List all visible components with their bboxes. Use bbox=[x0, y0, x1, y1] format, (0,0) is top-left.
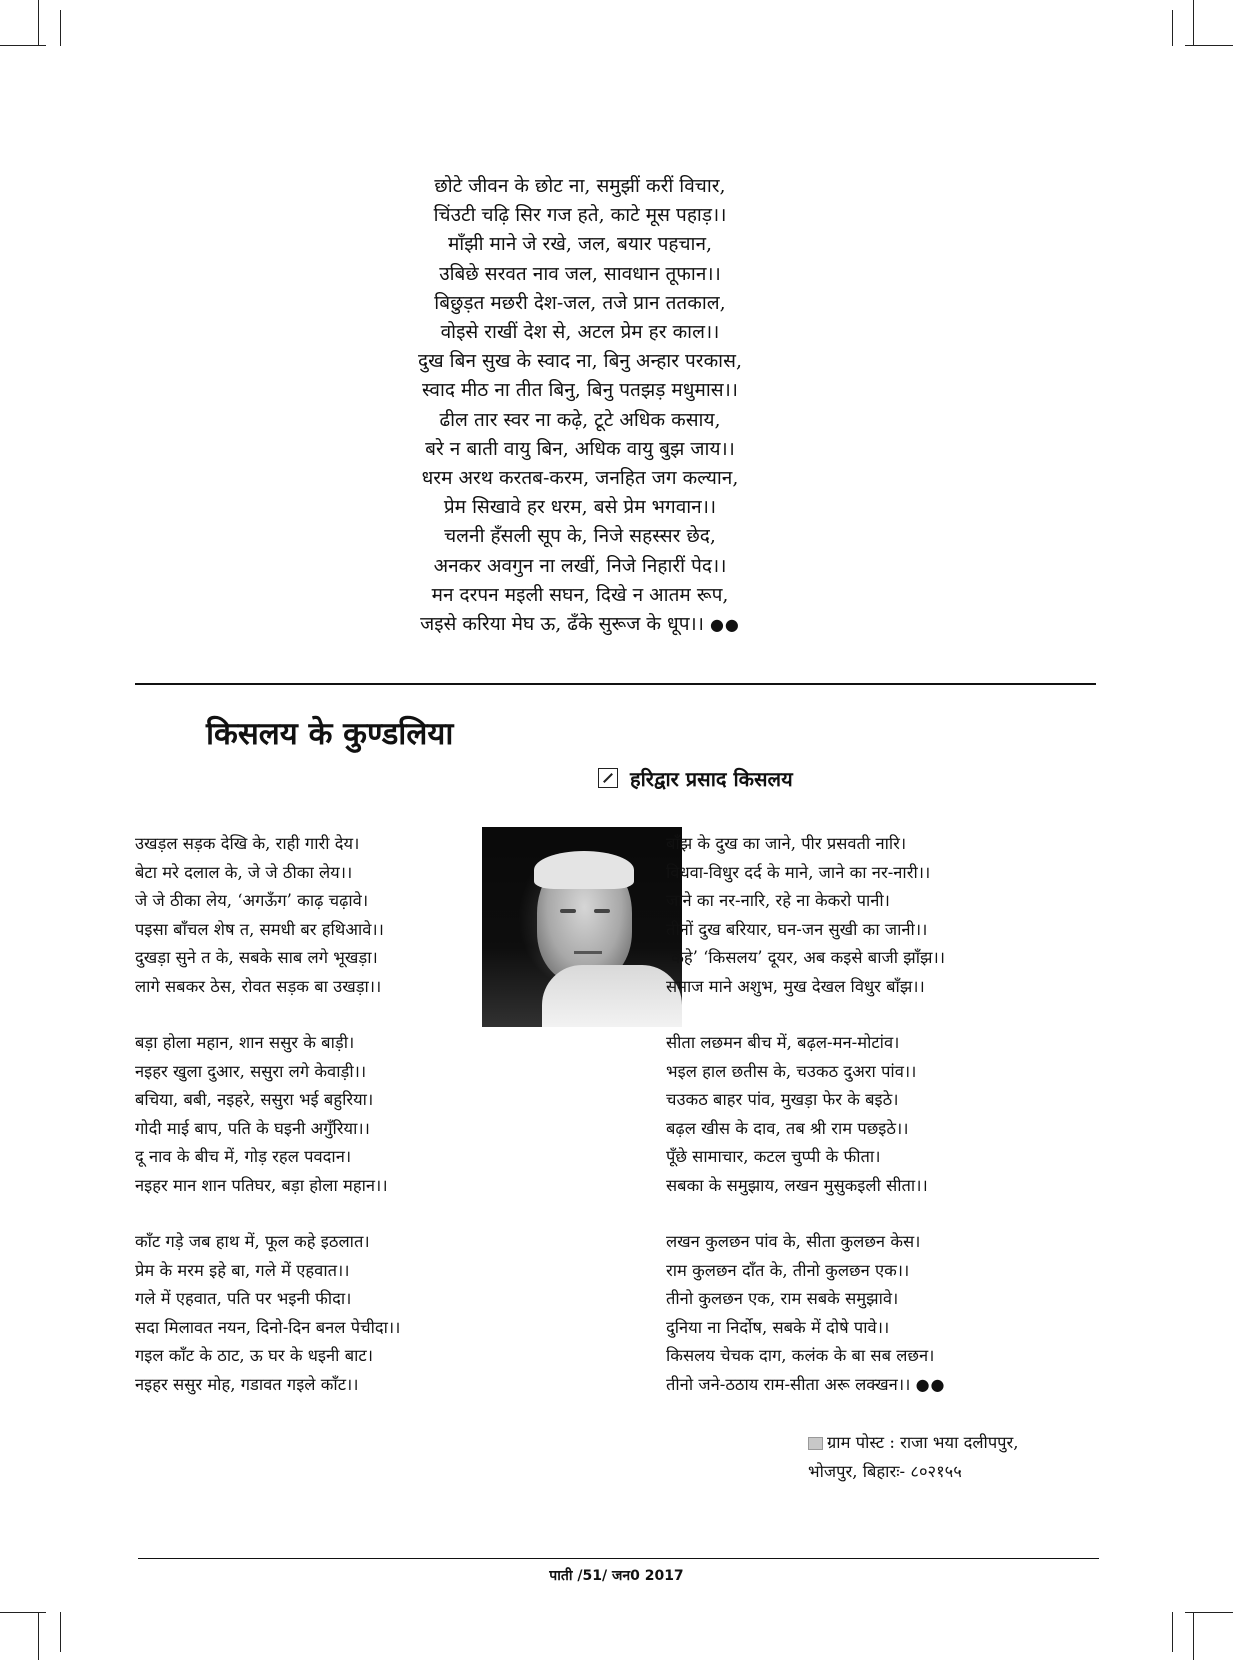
verse-line: तीनो कुलछन एक, राम सबके समुझावे। bbox=[666, 1289, 899, 1308]
verse-line: गले में एहवात, पति पर भइनी फीदा। bbox=[135, 1289, 352, 1308]
verse-line: गइल काँट के ठाट, ऊ घर के धइनी बाट। bbox=[135, 1346, 373, 1365]
photo-eye bbox=[594, 909, 610, 913]
verse-line: गोदी माई बाप, पति के घइनी अगुँरिया।। bbox=[135, 1118, 370, 1138]
stanza bbox=[666, 1228, 946, 1399]
photo-mouth bbox=[574, 951, 602, 954]
poem-line: वोइसे राखीं देश से, अटल प्रेम हर काल।। bbox=[440, 321, 720, 344]
verse-line: जे जे ठीका लेय, ‘अगऊँग’ काढ़ चढ़ावे। bbox=[135, 891, 369, 910]
verse-line: समाज माने अशुभ, मुख देखल विधुर बाँझ।। bbox=[666, 976, 925, 996]
crop-mark bbox=[1193, 1612, 1194, 1660]
byline bbox=[598, 763, 793, 793]
crop-mark bbox=[60, 10, 61, 46]
verse-line: ‘कहे’ ‘किसलय’ दूयर, अब कइसे बाजी झाँझ।। bbox=[666, 948, 945, 967]
address-text: ग्राम पोस्ट : राजा भया दलीपपुर, bbox=[827, 1433, 1019, 1452]
poem-line: अनकर अवगुन ना लखीं, निजे निहारीं पेद।। bbox=[433, 554, 727, 577]
pen-icon bbox=[598, 768, 618, 788]
verse-line: नइहर खुला दुआर, ससुरा लगे केवाड़ी।। bbox=[135, 1061, 367, 1081]
poem-line: छोटे जीवन के छोट ना, समुझीं करीं विचार, bbox=[434, 175, 726, 197]
poem-line: माँझी माने जे रखे, जल, बयार पहचान, bbox=[447, 233, 713, 256]
verse-line: पइसा बाँचल शेष त, समधी बर हथिआवे।। bbox=[135, 919, 384, 939]
footer-divider bbox=[138, 1558, 1099, 1559]
photo-eye bbox=[560, 909, 576, 913]
poem-line: प्रेम सिखावे हर धरम, बसे प्रेम भगवान।। bbox=[443, 496, 717, 519]
right-column bbox=[666, 830, 946, 1427]
verse-line: सीता लछमन बीच में, बढ़ल-मन-मोटांव। bbox=[666, 1033, 900, 1052]
poem-line: चिंउटी चढ़ि सिर गज हते, काटे मूस पहाड़।। bbox=[433, 204, 727, 227]
stanza bbox=[135, 1029, 400, 1200]
crop-mark bbox=[0, 1612, 46, 1613]
crop-mark bbox=[1193, 0, 1194, 46]
author-address bbox=[808, 1428, 1019, 1486]
address-line bbox=[808, 1428, 1019, 1457]
stanza bbox=[666, 1029, 946, 1200]
crop-mark bbox=[0, 45, 46, 46]
crop-mark bbox=[1172, 10, 1173, 46]
verse-line: दुनिया ना निर्दोष, सबके में दोषे पावे।। bbox=[666, 1317, 890, 1337]
poem-line: धरम अरथ करतब-करम, जनहित जग कल्यान, bbox=[421, 467, 739, 490]
poem-line: उबिछे सरवत नाव जल, सावधान तूफान।। bbox=[439, 262, 721, 285]
verse-line: नइहर ससुर मोह, गडावत गइले काँट।। bbox=[135, 1374, 359, 1394]
poem-line bbox=[300, 610, 860, 639]
verse-line: सदा मिलावत नयन, दिनो-दिन बनल पेचीदा।। bbox=[135, 1317, 401, 1337]
crop-mark bbox=[38, 0, 39, 46]
photo-hair bbox=[534, 851, 634, 889]
verse-line: तीनों दुख बरियार, घन-जन सुखी का जानी।। bbox=[666, 919, 928, 939]
verse-line: नइहर मान शान पतिघर, बड़ा होला महान।। bbox=[135, 1175, 388, 1195]
verse-line: विधवा-विधुर दर्द के माने, जाने का नर-नारी।। bbox=[666, 862, 931, 882]
crop-mark bbox=[38, 1612, 39, 1660]
square-bullet-icon bbox=[808, 1437, 823, 1450]
verse-line: बचिया, बबी, नइहरे, ससुरा भई बहुरिया। bbox=[135, 1090, 374, 1109]
verse-line: पूँछे सामाचार, कटल चुप्पी के फीता। bbox=[666, 1147, 881, 1166]
verse-line: लखन कुलछन पांव के, सीता कुलछन केस। bbox=[666, 1232, 921, 1251]
verse-line: राम कुलछन दाँत के, तीनो कुलछन एक।। bbox=[666, 1260, 910, 1280]
stanza bbox=[135, 830, 400, 1001]
author-name: हरिद्वार प्रसाद किसलय bbox=[630, 766, 793, 791]
verse-line: चउकठ बाहर पांव, मुखड़ा फेर के बइठे। bbox=[666, 1090, 899, 1109]
poem-line: दुख बिन सुख के स्वाद ना, बिनु अन्हार परकास, bbox=[418, 350, 742, 373]
verse-line: भइल हाल छतीस के, चउकठ दुअरा पांव।। bbox=[666, 1061, 917, 1081]
verse-line: लागे सबकर ठेस, रोवत सड़क बा उखड़ा।। bbox=[135, 976, 382, 996]
stanza bbox=[666, 830, 946, 1001]
poem-line: चलनी हँसली सूप के, निजे सहस्सर छेद, bbox=[444, 525, 716, 548]
poem-line: स्वाद मीठ ना तीत बिनु, बिनु पतझड़ मधुमास।। bbox=[421, 379, 738, 402]
end-mark-icon: ●● bbox=[709, 615, 740, 635]
verse-line: सबका के समुझाय, लखन मुसुकइली सीता।। bbox=[666, 1175, 928, 1195]
left-column bbox=[135, 830, 400, 1427]
stanza bbox=[135, 1228, 400, 1399]
poem-line: मन दरपन मइली सघन, दिखे न आतम रूप, bbox=[431, 583, 729, 606]
poem-line: बरे न बाती वायु बिन, अधिक वायु बुझ जाय।। bbox=[425, 437, 735, 460]
article-title: किसलय के कुण्डलिया bbox=[206, 716, 454, 752]
crop-mark bbox=[60, 1612, 61, 1652]
author-photo bbox=[482, 827, 682, 1027]
verse-line bbox=[666, 1371, 946, 1400]
page-footer: पाती /51/ जन0 2017 bbox=[549, 1568, 684, 1584]
top-poem bbox=[300, 172, 860, 639]
verse-line: काँट गड़े जब हाथ में, फूल कहे इठलात। bbox=[135, 1232, 370, 1251]
end-mark-icon: ●● bbox=[915, 1374, 946, 1394]
verse-line: दुखड़ा सुने त के, सबके साब लगे भूखड़ा। bbox=[135, 948, 378, 967]
verse-line: प्रेम के मरम इहे बा, गले में एहवात।। bbox=[135, 1260, 350, 1280]
verse-line: बाँझ के दुख का जाने, पीर प्रसवती नारि। bbox=[666, 834, 907, 853]
poem-line-text: जइसे करिया मेघ ऊ, ढँके सुरूज के धूप।। bbox=[420, 613, 704, 636]
poem-line: ढील तार स्वर ना कढ़े, टूटे अधिक कसाय, bbox=[439, 408, 721, 431]
poem-line: बिछुड़त मछरी देश-जल, तजे प्रान ततकाल, bbox=[434, 291, 726, 314]
verse-line-text: तीनो जने-ठठाय राम-सीता अरू लक्खन।। bbox=[666, 1374, 911, 1394]
section-divider bbox=[135, 683, 1096, 685]
verse-line: उखड़ल सड़क देखि के, राही गारी देय। bbox=[135, 834, 360, 853]
verse-line: दू नाव के बीच में, गोड़ रहल पवदान। bbox=[135, 1147, 352, 1166]
address-line: भोजपुर, बिहारः- ८०२१५५ bbox=[808, 1462, 962, 1481]
verse-line: बेटा मरे दलाल के, जे जे ठीका लेय।। bbox=[135, 862, 353, 882]
verse-line: जाने का नर-नारि, रहे ना केकरो पानी। bbox=[666, 891, 890, 910]
verse-line: किसलय चेचक दाग, कलंक के बा सब लछन। bbox=[666, 1346, 935, 1365]
verse-line: बड़ा होला महान, शान ससुर के बाड़ी। bbox=[135, 1033, 355, 1052]
photo-shirt bbox=[542, 965, 682, 1027]
verse-line: बढ़ल खीस के दाव, तब श्री राम पछइठे।। bbox=[666, 1118, 909, 1138]
crop-mark bbox=[1172, 1612, 1173, 1652]
